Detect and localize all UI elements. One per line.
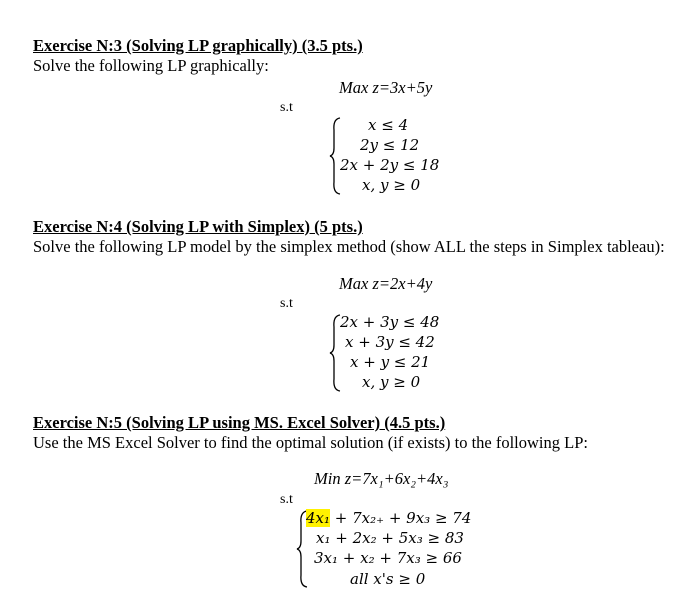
exercise4-objective: Max z=2x+4y xyxy=(339,274,433,293)
exercise3-instruction: Solve the following LP graphically: xyxy=(33,56,269,75)
exercise5-constraint-1-rest: + 7x₂₊ + 9x₃ ≥ 74 xyxy=(330,509,472,527)
exercise5-constraint-3: 3x₁ + x₂ + 7x₃ ≥ 66 xyxy=(314,549,462,567)
exercise4-constraint-3: x + y ≤ 21 xyxy=(350,353,431,371)
exercise5-heading: Exercise N:5 (Solving LP using MS. Excel Solver) (4.5 pts.) xyxy=(33,413,446,432)
exercise4-constraint-2: x + 3y ≤ 42 xyxy=(345,333,435,351)
exercise3-constraint-4: x, y ≥ 0 xyxy=(362,176,421,194)
exercise4-instruction: Solve the following LP model by the simplex method (show ALL the steps in Simplex tableau): xyxy=(33,237,665,256)
exercise5-constraint-1 xyxy=(306,509,471,527)
exercise3-constraint-1: x ≤ 4 xyxy=(368,116,409,134)
exercise3-constraint-2: 2y ≤ 12 xyxy=(360,136,420,154)
exercise5-instruction: Use the MS Excel Solver to find the optimal solution (if exists) to the following LP: xyxy=(33,433,588,452)
exercise4-st-label: s.t xyxy=(280,296,293,311)
exercise3-heading: Exercise N:3 (Solving LP graphically) (3.5 pts.) xyxy=(33,36,363,55)
exercise4-heading: Exercise N:4 (Solving LP with Simplex) (5 pts.) xyxy=(33,217,363,236)
exercise3-st-label: s.t xyxy=(280,100,293,115)
exercise3-objective: Max z=3x+5y xyxy=(339,78,433,97)
exercise5-constraint-2: x₁ + 2x₂ + 5x₃ ≥ 83 xyxy=(316,529,464,547)
exercise5-constraint-4: all x's ≥ 0 xyxy=(350,570,426,588)
exercise4-constraint-1: 2x + 3y ≤ 48 xyxy=(340,313,440,331)
exercise4-constraint-4: x, y ≥ 0 xyxy=(362,373,421,391)
exercise5-objective: Min z=7x₁+6x₂+4x₃ xyxy=(314,469,449,488)
exercise5-highlighted-term: 4x₁ xyxy=(306,509,331,527)
exercise3-constraint-3: 2x + 2y ≤ 18 xyxy=(340,156,440,174)
exercise5-st-label: s.t xyxy=(280,492,293,507)
